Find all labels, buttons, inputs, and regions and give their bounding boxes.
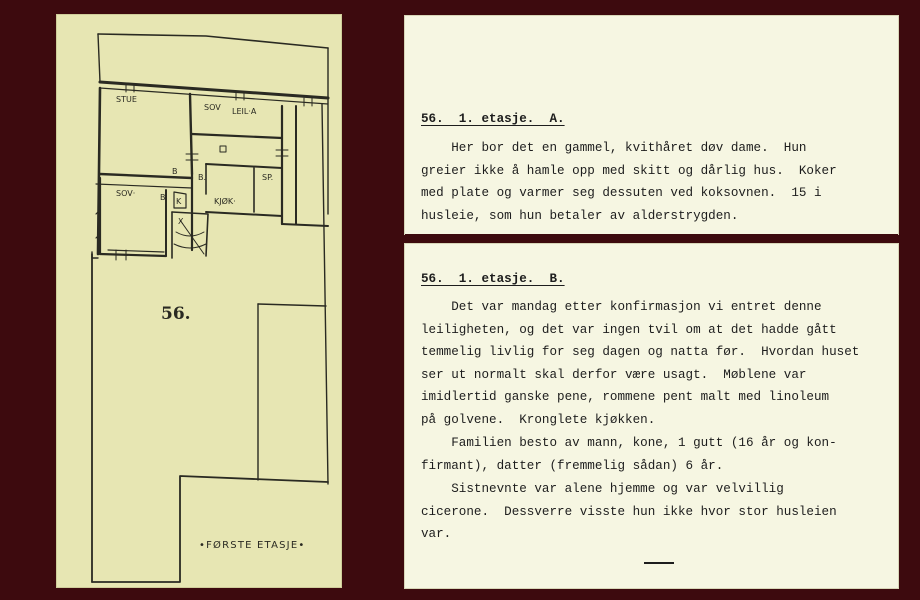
room-label-x: X <box>178 217 184 226</box>
room-label-sov-bottom: SOV· <box>116 189 136 198</box>
room-label-sov-top: SOV <box>204 103 221 112</box>
entry-b-p3-line-1: Sistnevnte var alene hjemme og var velvillig <box>421 482 784 496</box>
entry-a-line-1: Her bor det en gammel, kvithåret døv dame. Hun <box>421 141 807 155</box>
room-label-b-small: B <box>160 193 166 202</box>
room-label-stue: STUE <box>116 95 137 104</box>
entry-b-p3-line-2: cicerone. Dessverre visste hun ikke hvor stor husleien <box>421 504 837 519</box>
card-divider <box>405 234 898 244</box>
floor-plan-card <box>56 14 342 588</box>
room-label-b-center: B. <box>198 173 207 182</box>
entry-a-heading: 56. 1. etasje. A. <box>421 112 565 126</box>
entry-b-p1-line-5: imidlertid ganske pene, rommene pent malt med linoleum <box>421 390 830 404</box>
room-label-kjokken: KJØK· <box>214 197 236 206</box>
entry-b-card <box>405 244 898 588</box>
entry-b-p1-line-3: temmelig livlig for seg dagen og natta før. Hvordan huset <box>421 345 860 359</box>
entry-a-line-4: husleie, som hun betaler av alderstrygden. <box>421 208 739 223</box>
entry-b-p3-line-3: var. <box>421 527 452 541</box>
floor-plan-drawing <box>56 14 342 588</box>
entry-b-p1-line-1: Det var mandag etter konfirmasjon vi entret denne <box>421 300 822 314</box>
entry-b-p2-line-1: Familien besto av mann, kone, 1 gutt (16 år og kon- <box>421 436 837 450</box>
entry-a-line-2: greier ikke å hamle opp med skitt og dårlig hus. Koker <box>421 163 837 178</box>
entry-b-p1-line-2: leiligheten, og det var ingen tvil om at det hadde gått <box>421 322 837 337</box>
room-label-b-left: B <box>172 167 178 176</box>
entry-a-card <box>405 16 898 234</box>
entry-b-p2-line-2: firmant), datter (fremmelig sådan) 6 år. <box>421 458 724 473</box>
floor-caption-text: FØRSTE ETASJE <box>206 540 299 551</box>
entry-b-p1-line-6: på golvene. Kronglete kjøkken. <box>421 412 656 427</box>
room-label-k: K <box>176 197 182 206</box>
room-label-leil-a: LEIL·A <box>232 107 257 116</box>
floor-caption: •FØRSTE ETASJE• <box>199 540 306 551</box>
room-label-sp: SP. <box>262 173 274 182</box>
building-number: 56. <box>161 304 191 324</box>
entry-b-heading: 56. 1. etasje. B. <box>421 272 565 286</box>
entry-b-p1-line-4: ser ut normalt skal derfor være usagt. Møblene var <box>421 367 807 382</box>
entry-a-line-3: med plate og varmer seg dessuten ved koksovnen. 15 i <box>421 186 822 200</box>
end-rule <box>644 562 674 564</box>
